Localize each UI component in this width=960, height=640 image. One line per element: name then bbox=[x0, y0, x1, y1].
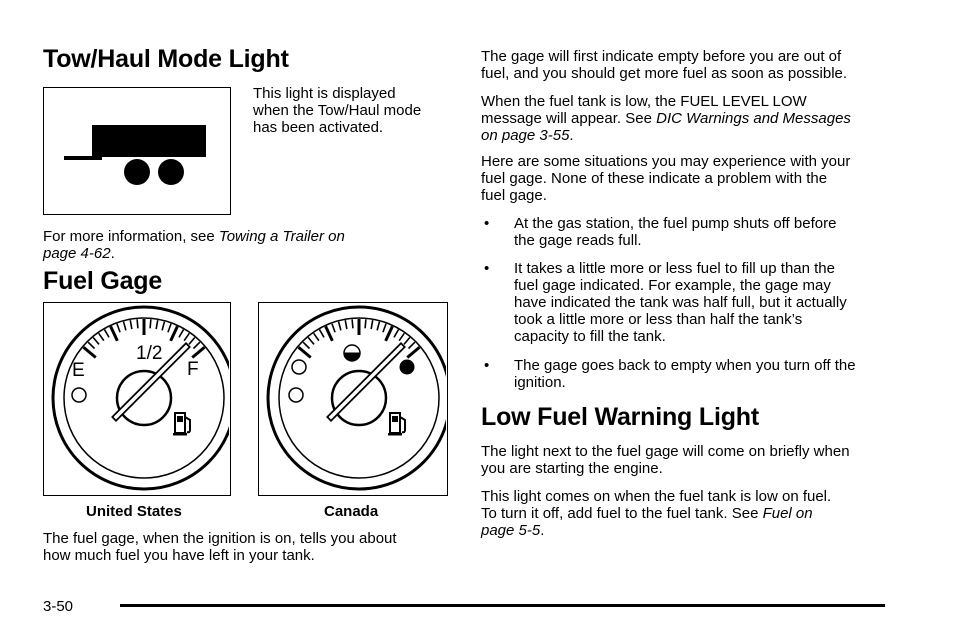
us-gauge-caption: United States bbox=[86, 503, 182, 520]
dic-warnings-page-link[interactable]: on page 3-55 bbox=[481, 127, 570, 144]
gauge-tick bbox=[189, 337, 195, 344]
tow-haul-heading: Tow/Haul Mode Light bbox=[43, 45, 289, 73]
dic-warnings-link[interactable]: DIC Warnings and Messages bbox=[656, 110, 851, 127]
gauge-tick bbox=[339, 322, 341, 331]
gauge-tick bbox=[168, 324, 171, 332]
low-fuel-paragraph-1: The light next to the fuel gage will come on briefly when you are starting the engine. bbox=[481, 443, 850, 477]
gauge-tick bbox=[179, 330, 184, 338]
gauge-tick bbox=[137, 319, 138, 328]
gauge-tick bbox=[365, 319, 366, 328]
gauge-tick bbox=[345, 320, 347, 329]
canada-gauge-caption: Canada bbox=[324, 503, 379, 520]
empty-symbol-icon bbox=[292, 360, 306, 374]
gauge-full-label: F bbox=[187, 359, 199, 380]
gauge-tick bbox=[193, 342, 199, 348]
gauge-tick bbox=[150, 319, 151, 328]
gauge-tick bbox=[399, 333, 404, 340]
gauge-tick bbox=[184, 333, 189, 340]
gauge-tick bbox=[105, 330, 110, 338]
footer-rule bbox=[120, 604, 885, 607]
gauge-tick bbox=[408, 342, 414, 348]
gauge-tick bbox=[130, 320, 132, 329]
situations-paragraph: Here are some situations you may experience with your fuel gage. None of these indicate a problem with the fuel gage. bbox=[481, 153, 851, 204]
list-item: • At the gas station, the fuel pump shuts off before the gage reads full. bbox=[484, 215, 837, 249]
fuel-gauge-us-dial bbox=[44, 303, 229, 494]
page-number: 3-50 bbox=[43, 598, 74, 615]
gauge-tick bbox=[332, 324, 335, 332]
full-symbol-icon bbox=[400, 360, 415, 375]
gauge-tick bbox=[303, 342, 309, 348]
fuel-gage-heading: Fuel Gage bbox=[43, 267, 163, 295]
list-item: • The gage goes back to empty when you turn off the ignition. bbox=[484, 357, 856, 391]
gauge-tick bbox=[117, 324, 120, 332]
gauge-tick bbox=[314, 333, 319, 340]
gauge-tick bbox=[326, 326, 333, 341]
gauge-tick bbox=[93, 337, 99, 344]
gauge-tick bbox=[394, 330, 399, 338]
fuel-link[interactable]: Fuel on bbox=[762, 505, 813, 522]
gauge-tick bbox=[383, 324, 386, 332]
gauge-tick bbox=[371, 320, 373, 329]
gauge-tick bbox=[88, 342, 94, 348]
low-fuel-heading: Low Fuel Warning Light bbox=[481, 403, 759, 431]
fuel-page-link[interactable]: page 5-5 bbox=[481, 522, 541, 539]
towing-trailer-link[interactable]: Towing a Trailer on bbox=[218, 228, 345, 245]
gauge-tick bbox=[162, 322, 164, 331]
gauge-empty-label: E bbox=[72, 360, 85, 381]
fuel-pump-icon bbox=[388, 413, 405, 436]
fuel-gage-body: The fuel gage, when the ignition is on, tells you about how much fuel you have left in your tank. bbox=[43, 530, 397, 564]
list-item: • It takes a little more or less fuel to fill up than the fuel gage indicated. For example, the gage may have indicated the tank was half full, but it actually took a little more or less than half the tank’s capacity to fill the tank. bbox=[484, 260, 847, 345]
gauge-tick bbox=[320, 330, 325, 338]
tow-haul-indicator-image bbox=[43, 87, 231, 215]
gauge-tick bbox=[99, 333, 104, 340]
half-symbol-icon bbox=[343, 344, 361, 361]
gauge-half-label: 1/2 bbox=[136, 343, 163, 364]
gauge-tick bbox=[111, 326, 118, 341]
fuel-pump-icon bbox=[173, 413, 190, 436]
low-fuel-paragraph-2: This light comes on when the fuel tank is low on fuel. To turn it off, add fuel to the fuel tank. See Fuel on page 5-5. bbox=[481, 488, 832, 539]
trailer-icon bbox=[44, 88, 229, 213]
gauge-tick bbox=[352, 319, 353, 328]
fuel-level-low-paragraph: When the fuel tank is low, the FUEL LEVEL LOW message will appear. See DIC Warnings and Messages on page 3-55. bbox=[481, 93, 851, 144]
gauge-tick bbox=[124, 322, 126, 331]
fuel-gauge-canada-image bbox=[258, 302, 448, 496]
gauge-tick bbox=[156, 320, 158, 329]
gauge-tick bbox=[308, 337, 314, 344]
gauge-tick bbox=[386, 326, 393, 341]
gauge-tick bbox=[171, 326, 178, 341]
tow-haul-description: This light is displayed when the Tow/Haul mode has been activated. bbox=[253, 85, 422, 136]
fuel-gauge-canada-dial bbox=[259, 303, 446, 494]
gage-empty-paragraph: The gage will first indicate empty before you are out of fuel, and you should get more fuel as soon as possible. bbox=[481, 48, 848, 82]
gauge-tick bbox=[404, 337, 410, 344]
tow-haul-more-info: For more information, see Towing a Trailer on page 4-62. bbox=[43, 228, 345, 262]
towing-trailer-page-link[interactable]: page 4-62 bbox=[43, 245, 111, 262]
gauge-tick bbox=[377, 322, 379, 331]
fuel-gauge-us-image bbox=[43, 302, 231, 496]
